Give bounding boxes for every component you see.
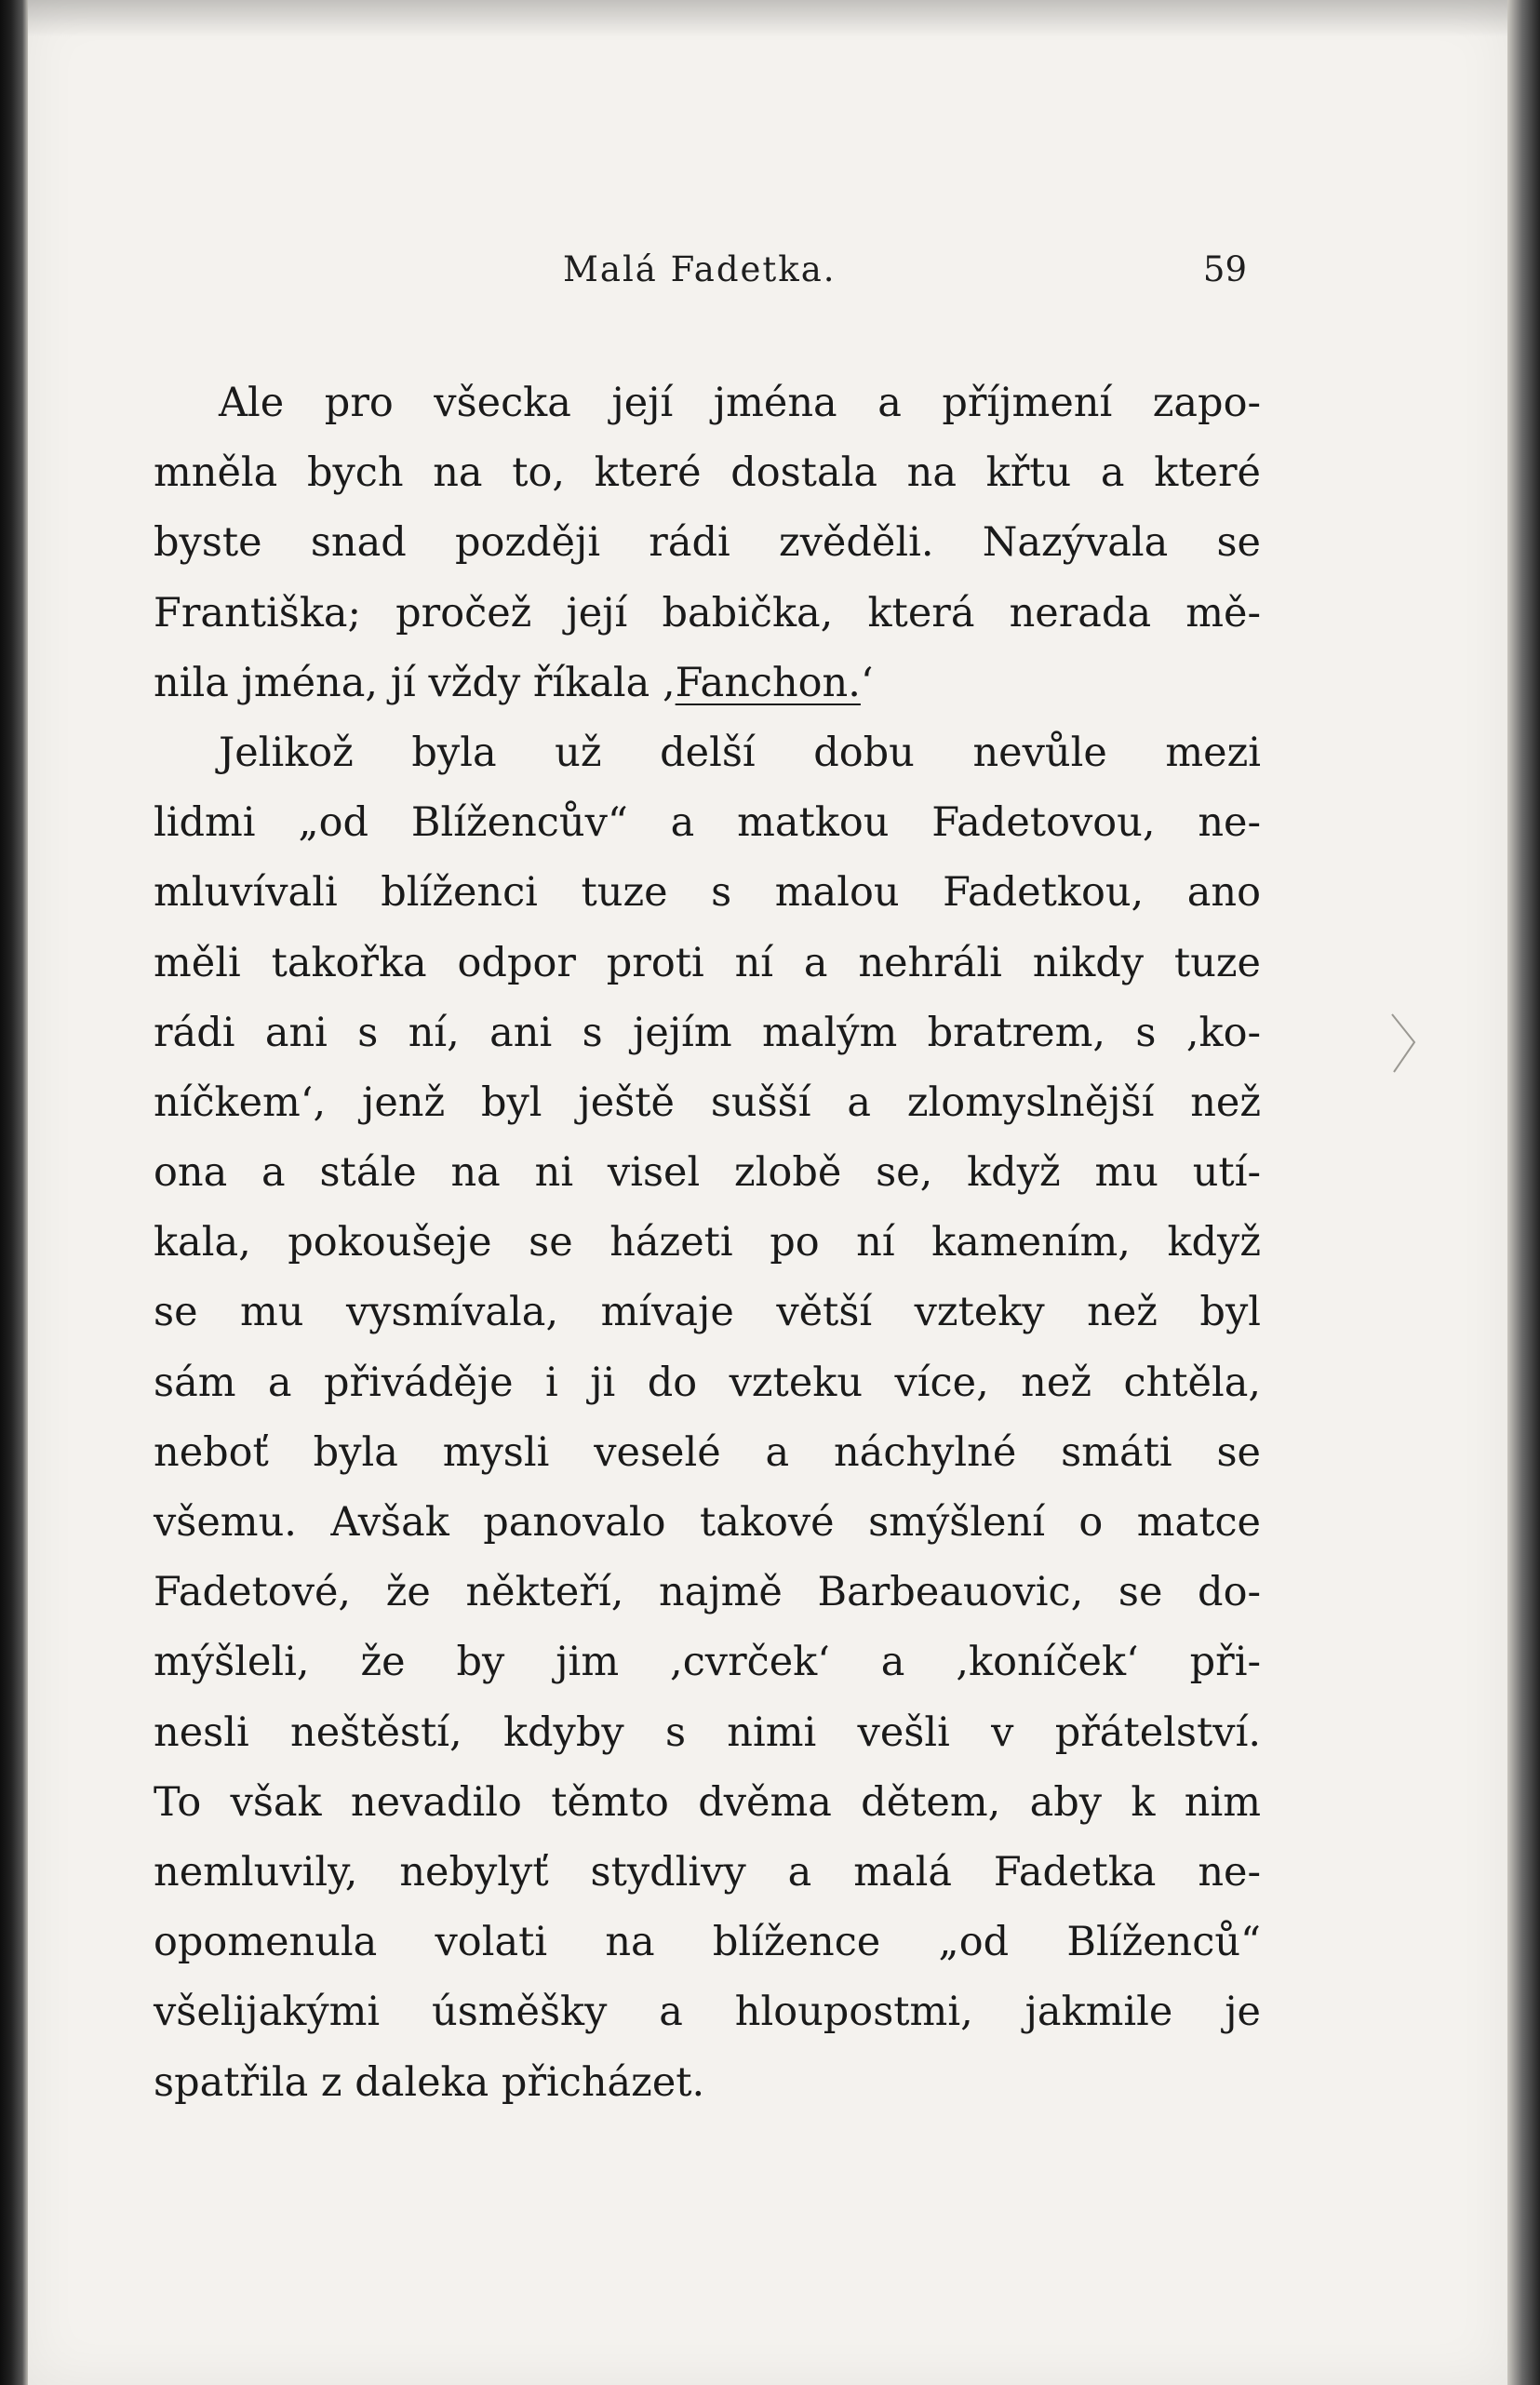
page-top-shadow <box>28 0 1507 37</box>
text-line: rádi ani s ní, ani s jejím malým bratrem, s ,ko- <box>154 1009 1261 1056</box>
running-header <box>154 249 1247 296</box>
text-line: byste snad později rádi zvěděli. Nazývala se <box>154 519 1261 567</box>
text-line: nemluvily, nebylyť stydlivy a malá Fadetka ne- <box>154 1848 1261 1896</box>
text-fragment: ‘ <box>860 659 874 706</box>
margin-bracket-mark <box>1386 1011 1424 1076</box>
text-line: neboť byla mysli veselé a náchylné smáti se <box>154 1428 1261 1476</box>
text-line: nesli neštěstí, kdyby s nimi vešli v přátelství. <box>154 1708 1261 1756</box>
text-line: Fadetové, že někteří, najmě Barbeauovic, se do- <box>154 1569 1261 1616</box>
text-line: sám a přiváděje i ji do vzteku více, než chtěla, <box>154 1359 1261 1406</box>
text-line: mluvívali blíženci tuze s malou Fadetkou, ano <box>154 869 1261 917</box>
text-line: To však nevadilo těmto dvěma dětem, aby k nim <box>154 1778 1261 1826</box>
text-line: spatřila z daleka přicházet. <box>154 2058 705 2106</box>
text-line: mýšleli, že by jim ,cvrček‘ a ,koníček‘ při- <box>154 1639 1261 1686</box>
text-line: opomenula volati na blížence „od Blíženců“ <box>154 1919 1261 1966</box>
book-edge-right <box>1507 0 1540 2385</box>
underlined-word: Fanchon. <box>675 659 861 706</box>
text-line: níčkem‘, jenž byl ještě sušší a zlomyslnější než <box>154 1079 1261 1126</box>
text-line: všemu. Avšak panovalo takové smýšlení o matce <box>154 1499 1261 1546</box>
text-line: ona a stále na ni visel zlobě se, když mu utí- <box>154 1149 1261 1197</box>
text-line: mněla bych na to, které dostala na křtu a které <box>154 449 1261 497</box>
text-line: kala, pokoušeje se házeti po ní kamením, když <box>154 1219 1261 1266</box>
text-line: Ale pro všecka její jména a příjmení zapo- <box>219 380 1261 426</box>
text-line: Františka; pročež její babička, která nerada mě- <box>154 589 1261 636</box>
text-line <box>154 649 1261 718</box>
page-number: 59 <box>1202 249 1247 289</box>
book-gutter-left <box>0 0 28 2385</box>
text-line: lidmi „od Blížencův“ a matkou Fadetovou, ne- <box>154 799 1261 847</box>
text-line: všelijakými úsměšky a hloupostmi, jakmile je <box>154 1989 1261 2036</box>
running-title: Malá Fadetka. <box>563 249 837 289</box>
text-fragment: nila jména, jí vždy říkala , <box>154 659 676 706</box>
text-line: se mu vysmívala, mívaje větší vzteky než byl <box>154 1289 1261 1336</box>
text-line: Jelikož byla už delší dobu nevůle mezi <box>219 729 1261 776</box>
body-text <box>154 368 1261 2118</box>
text-line: měli takořka odpor proti ní a nehráli nikdy tuze <box>154 939 1261 986</box>
